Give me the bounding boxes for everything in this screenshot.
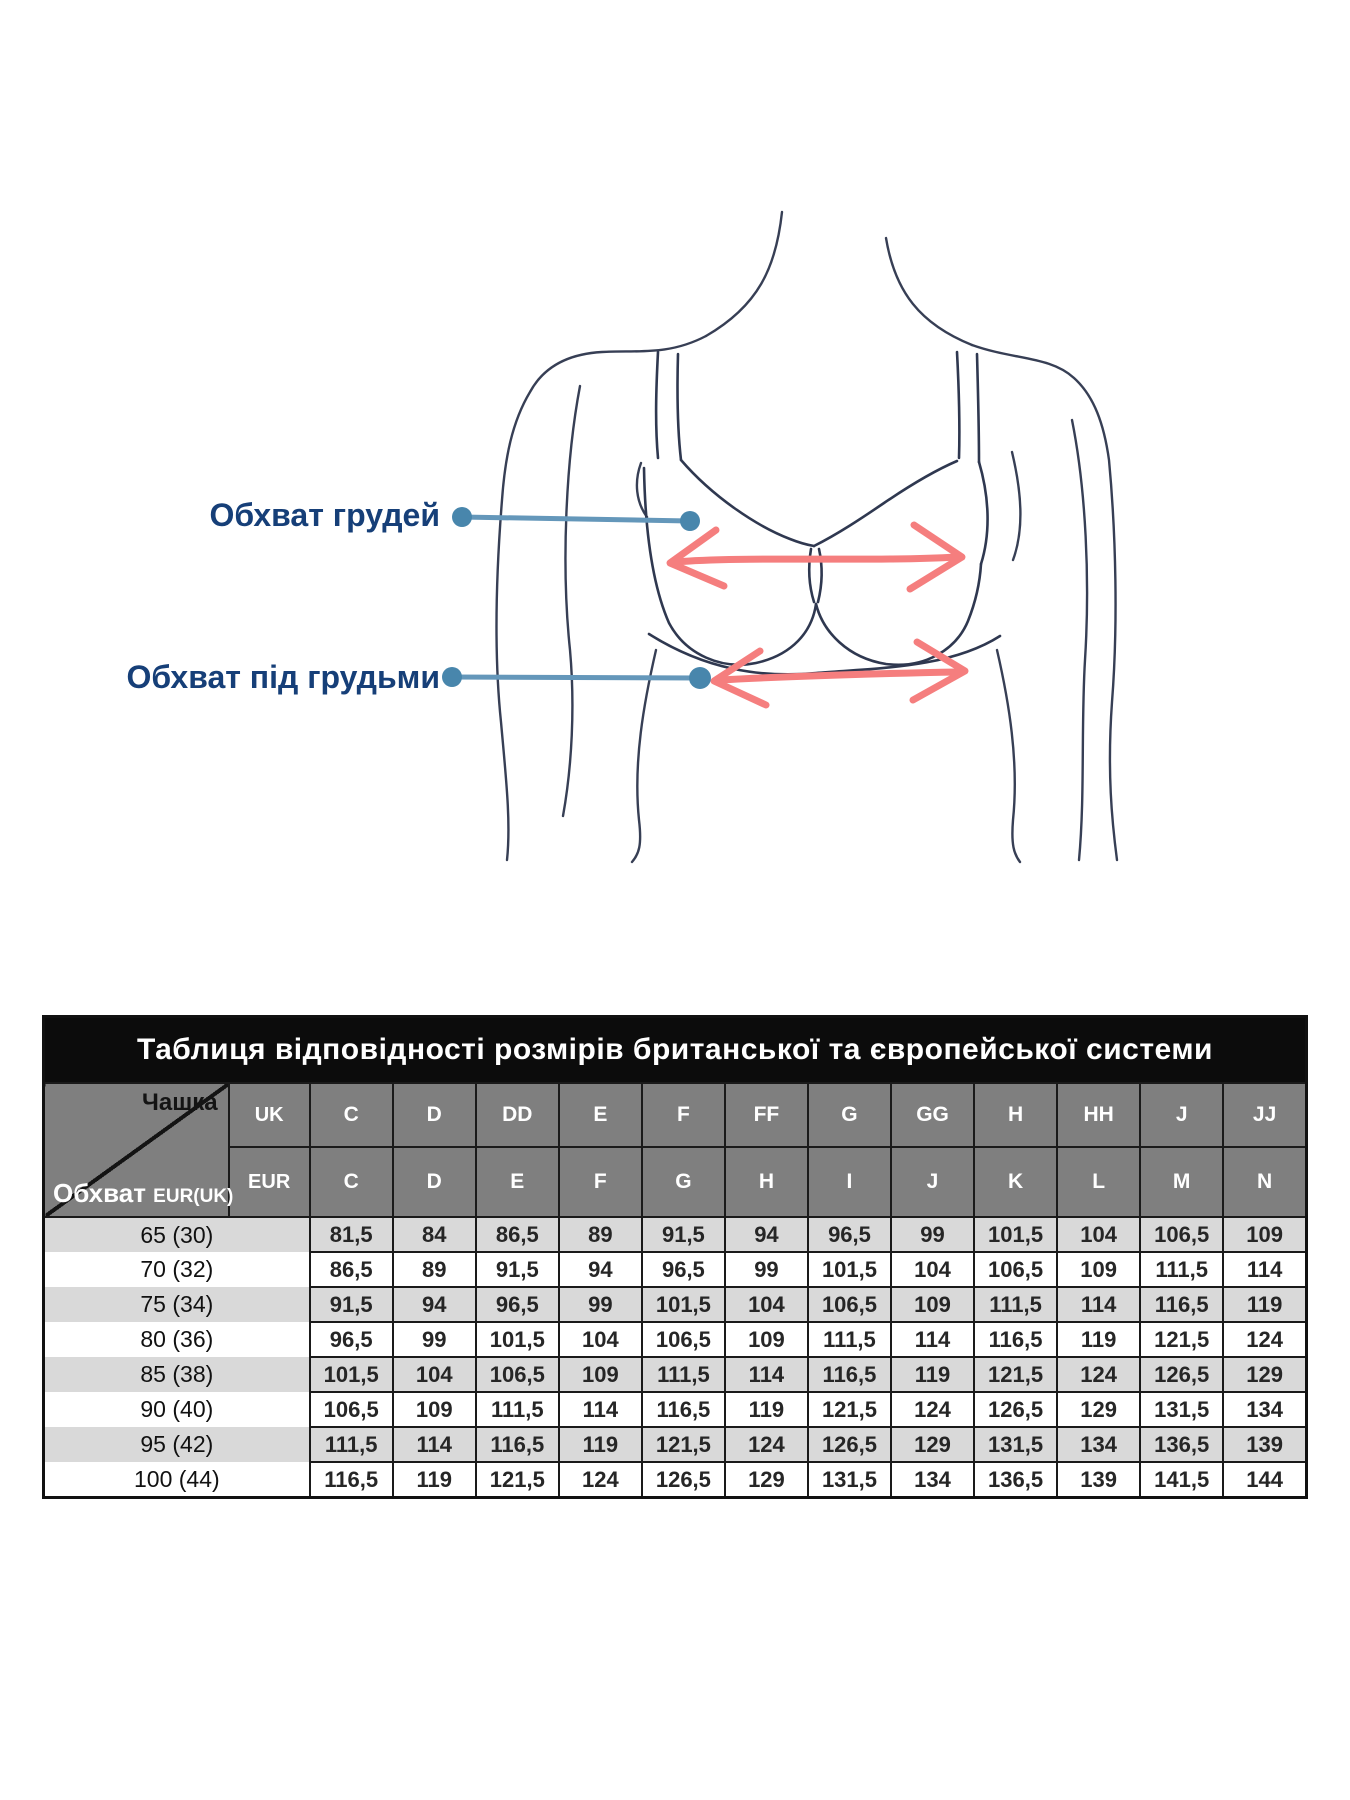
- size-value-cell: 116,5: [476, 1427, 559, 1462]
- row-band-label: 80 (36): [140, 1326, 214, 1352]
- neck-right-line: [886, 238, 972, 345]
- size-value-cell: 106,5: [974, 1252, 1057, 1287]
- size-value-cell: 116,5: [1140, 1287, 1223, 1322]
- measurement-arrows: [670, 525, 965, 705]
- size-value-cell: 129: [891, 1427, 974, 1462]
- row-band-label: 100 (44): [134, 1465, 220, 1492]
- size-value-cell: 124: [891, 1392, 974, 1427]
- size-value-cell: 104: [559, 1322, 642, 1357]
- size-value-cell: 119: [1057, 1322, 1140, 1357]
- size-value-cell: 121,5: [974, 1357, 1057, 1392]
- size-value-cell: 89: [393, 1252, 476, 1287]
- size-value-cell: 119: [559, 1427, 642, 1462]
- corner-girth-label: [53, 1178, 233, 1209]
- row-band-label: 85 (38): [140, 1361, 214, 1387]
- row-band-label: 75 (34): [140, 1291, 214, 1317]
- bust-leader-line: [462, 517, 690, 521]
- size-table-row: [44, 1287, 1307, 1322]
- size-value-cell: 126,5: [1140, 1357, 1223, 1392]
- size-value-cell: 106,5: [310, 1392, 393, 1427]
- size-value-cell: 139: [1223, 1427, 1306, 1462]
- cup-header-cell: M: [1140, 1147, 1223, 1217]
- size-value-cell: 84: [393, 1217, 476, 1252]
- size-value-cell: 114: [725, 1357, 808, 1392]
- neck-left-line: [706, 212, 782, 336]
- size-value-cell: 99: [393, 1322, 476, 1357]
- size-value-cell: 89: [559, 1217, 642, 1252]
- row-band-label: 70 (32): [140, 1256, 214, 1282]
- torso-outline: [497, 212, 1117, 862]
- size-value-cell: 94: [725, 1217, 808, 1252]
- size-value-cell: 91,5: [642, 1217, 725, 1252]
- cup-header-cell: GG: [891, 1083, 974, 1147]
- size-value-cell: 114: [1057, 1287, 1140, 1322]
- size-value-cell: 119: [725, 1392, 808, 1427]
- size-value-cell: 101,5: [476, 1322, 559, 1357]
- size-value-cell: 116,5: [310, 1462, 393, 1498]
- waist-right-line: [997, 650, 1020, 862]
- size-value-cell: 104: [891, 1252, 974, 1287]
- shoulder-arm-right-line: [972, 345, 1117, 860]
- bust-arrow: [676, 557, 956, 562]
- size-value-cell: 139: [1057, 1462, 1140, 1498]
- bra-cup-right: [816, 564, 981, 665]
- eur-system-label: EUR: [229, 1147, 310, 1217]
- cup-header-cell: D: [393, 1147, 476, 1217]
- underbust-label: Обхват під грудьми: [126, 659, 440, 695]
- size-value-cell: 126,5: [642, 1462, 725, 1498]
- table-title: Таблиця відповідності розмірів британської та європейської системи: [44, 1017, 1307, 1084]
- bra-cup-top-left: [681, 460, 814, 546]
- size-value-cell: 121,5: [642, 1427, 725, 1462]
- size-conversion-table: [42, 1015, 1308, 1499]
- size-value-cell: 81,5: [310, 1217, 393, 1252]
- size-value-cell: 131,5: [974, 1427, 1057, 1462]
- bra-strap-left-inner: [677, 354, 681, 460]
- size-value-cell: 106,5: [1140, 1217, 1223, 1252]
- cup-header-cell: N: [1223, 1147, 1306, 1217]
- shoulder-arm-left-line: [497, 336, 706, 860]
- size-value-cell: 109: [1057, 1252, 1140, 1287]
- size-value-cell: 116,5: [974, 1322, 1057, 1357]
- cup-header-cell: K: [974, 1147, 1057, 1217]
- cup-header-cell: J: [1140, 1083, 1223, 1147]
- bra-outline: [644, 352, 1000, 674]
- size-value-cell: 131,5: [1140, 1392, 1223, 1427]
- size-value-cell: 111,5: [642, 1357, 725, 1392]
- size-value-cell: 104: [393, 1357, 476, 1392]
- cup-header-cell: I: [808, 1147, 891, 1217]
- size-value-cell: 96,5: [476, 1287, 559, 1322]
- size-value-cell: 111,5: [476, 1392, 559, 1427]
- size-value-cell: 106,5: [476, 1357, 559, 1392]
- cup-header-cell: L: [1057, 1147, 1140, 1217]
- bust-label: Обхват грудей: [209, 497, 440, 533]
- size-value-cell: 109: [891, 1287, 974, 1322]
- size-value-cell: 136,5: [974, 1462, 1057, 1498]
- size-value-cell: 99: [559, 1287, 642, 1322]
- cup-header-cell: F: [559, 1147, 642, 1217]
- size-value-cell: 129: [1057, 1392, 1140, 1427]
- cup-header-cell: C: [310, 1083, 393, 1147]
- underbust-leader-line: [452, 677, 700, 678]
- size-value-cell: 134: [1057, 1427, 1140, 1462]
- size-value-cell: 91,5: [476, 1252, 559, 1287]
- size-value-cell: 114: [559, 1392, 642, 1427]
- size-table-body: [44, 1217, 1307, 1498]
- size-value-cell: 126,5: [808, 1427, 891, 1462]
- size-value-cell: 109: [393, 1392, 476, 1427]
- corner-cup-label: Чашка: [142, 1089, 218, 1116]
- size-value-cell: 121,5: [1140, 1322, 1223, 1357]
- size-value-cell: 96,5: [808, 1217, 891, 1252]
- size-value-cell: 94: [393, 1287, 476, 1322]
- uk-system-label: UK: [229, 1083, 310, 1147]
- size-table-row: [44, 1392, 1307, 1427]
- cup-header-cell: H: [974, 1083, 1057, 1147]
- corner-cell: [44, 1083, 234, 1217]
- size-value-cell: 101,5: [974, 1217, 1057, 1252]
- row-band-label: 90 (40): [140, 1396, 214, 1422]
- cup-header-cell: J: [891, 1147, 974, 1217]
- uk-cup-header-row: [44, 1083, 1307, 1147]
- bra-cup-top-right: [814, 461, 957, 546]
- bust-leader-dot-right: [680, 511, 700, 531]
- inner-arm-left-line: [563, 386, 580, 816]
- bra-strap-left: [656, 352, 658, 458]
- bra-cup-right-side: [979, 462, 988, 564]
- size-value-cell: 141,5: [1140, 1462, 1223, 1498]
- table-title-row: [44, 1017, 1307, 1084]
- size-value-cell: 124: [1223, 1322, 1306, 1357]
- size-value-cell: 109: [559, 1357, 642, 1392]
- size-value-cell: 124: [725, 1427, 808, 1462]
- corner-girth-word: Обхват: [53, 1178, 146, 1208]
- size-value-cell: 124: [559, 1462, 642, 1498]
- size-value-cell: 111,5: [310, 1427, 393, 1462]
- size-value-cell: 144: [1223, 1462, 1306, 1498]
- size-value-cell: 119: [1223, 1287, 1306, 1322]
- size-value-cell: 116,5: [642, 1392, 725, 1427]
- row-band-label: 65 (30): [140, 1221, 214, 1248]
- underbust-leader-dot-right: [689, 667, 711, 689]
- size-value-cell: 96,5: [642, 1252, 725, 1287]
- leader-lines: [442, 507, 711, 689]
- size-value-cell: 129: [1223, 1357, 1306, 1392]
- size-value-cell: 136,5: [1140, 1427, 1223, 1462]
- size-value-cell: 101,5: [808, 1252, 891, 1287]
- cup-header-cell: HH: [1057, 1083, 1140, 1147]
- size-table-row: [44, 1427, 1307, 1462]
- size-value-cell: 111,5: [1140, 1252, 1223, 1287]
- size-value-cell: 106,5: [808, 1287, 891, 1322]
- size-value-cell: 126,5: [974, 1392, 1057, 1427]
- cup-header-cell: D: [393, 1083, 476, 1147]
- size-value-cell: 99: [725, 1252, 808, 1287]
- size-value-cell: 86,5: [310, 1252, 393, 1287]
- size-table-row: [44, 1462, 1307, 1498]
- corner-girth-units: EUR(UK): [153, 1186, 234, 1207]
- size-value-cell: 114: [1223, 1252, 1306, 1287]
- size-table-row: [44, 1252, 1307, 1287]
- size-table-row: [44, 1217, 1307, 1252]
- cup-header-cell: DD: [476, 1083, 559, 1147]
- size-value-cell: 94: [559, 1252, 642, 1287]
- cup-header-cell: G: [642, 1147, 725, 1217]
- size-value-cell: 129: [725, 1462, 808, 1498]
- size-value-cell: 104: [725, 1287, 808, 1322]
- size-value-cell: 111,5: [974, 1287, 1057, 1322]
- size-value-cell: 116,5: [808, 1357, 891, 1392]
- size-value-cell: 119: [891, 1357, 974, 1392]
- bra-strap-right: [957, 352, 959, 458]
- size-value-cell: 86,5: [476, 1217, 559, 1252]
- bust-leader-dot-left: [452, 507, 472, 527]
- cup-header-cell: H: [725, 1147, 808, 1217]
- size-value-cell: 111,5: [808, 1322, 891, 1357]
- size-value-cell: 106,5: [642, 1322, 725, 1357]
- size-value-cell: 134: [891, 1462, 974, 1498]
- size-value-cell: 121,5: [808, 1392, 891, 1427]
- row-band-label: 95 (42): [140, 1431, 214, 1457]
- waist-left-line: [632, 650, 656, 862]
- cup-header-cell: C: [310, 1147, 393, 1217]
- cup-header-cell: E: [476, 1147, 559, 1217]
- size-value-cell: 114: [891, 1322, 974, 1357]
- size-table-row: [44, 1322, 1307, 1357]
- size-value-cell: 121,5: [476, 1462, 559, 1498]
- size-value-cell: 131,5: [808, 1462, 891, 1498]
- cup-header-cell: JJ: [1223, 1083, 1306, 1147]
- inner-arm-right-line: [1072, 420, 1087, 860]
- size-value-cell: 96,5: [310, 1322, 393, 1357]
- size-table-row: [44, 1357, 1307, 1392]
- underbust-leader-dot-left: [442, 667, 462, 687]
- cup-header-cell: F: [642, 1083, 725, 1147]
- cup-header-cell: FF: [725, 1083, 808, 1147]
- size-value-cell: 99: [891, 1217, 974, 1252]
- size-value-cell: 114: [393, 1427, 476, 1462]
- size-value-cell: 109: [725, 1322, 808, 1357]
- size-value-cell: 101,5: [310, 1357, 393, 1392]
- size-value-cell: 91,5: [310, 1287, 393, 1322]
- size-value-cell: 119: [393, 1462, 476, 1498]
- size-value-cell: 124: [1057, 1357, 1140, 1392]
- cup-header-cell: E: [559, 1083, 642, 1147]
- size-value-cell: 104: [1057, 1217, 1140, 1252]
- bra-strap-right-inner: [977, 354, 979, 462]
- size-value-cell: 101,5: [642, 1287, 725, 1322]
- armpit-right-line: [1012, 452, 1020, 560]
- size-value-cell: 134: [1223, 1392, 1306, 1427]
- cup-header-cell: G: [808, 1083, 891, 1147]
- size-value-cell: 109: [1223, 1217, 1306, 1252]
